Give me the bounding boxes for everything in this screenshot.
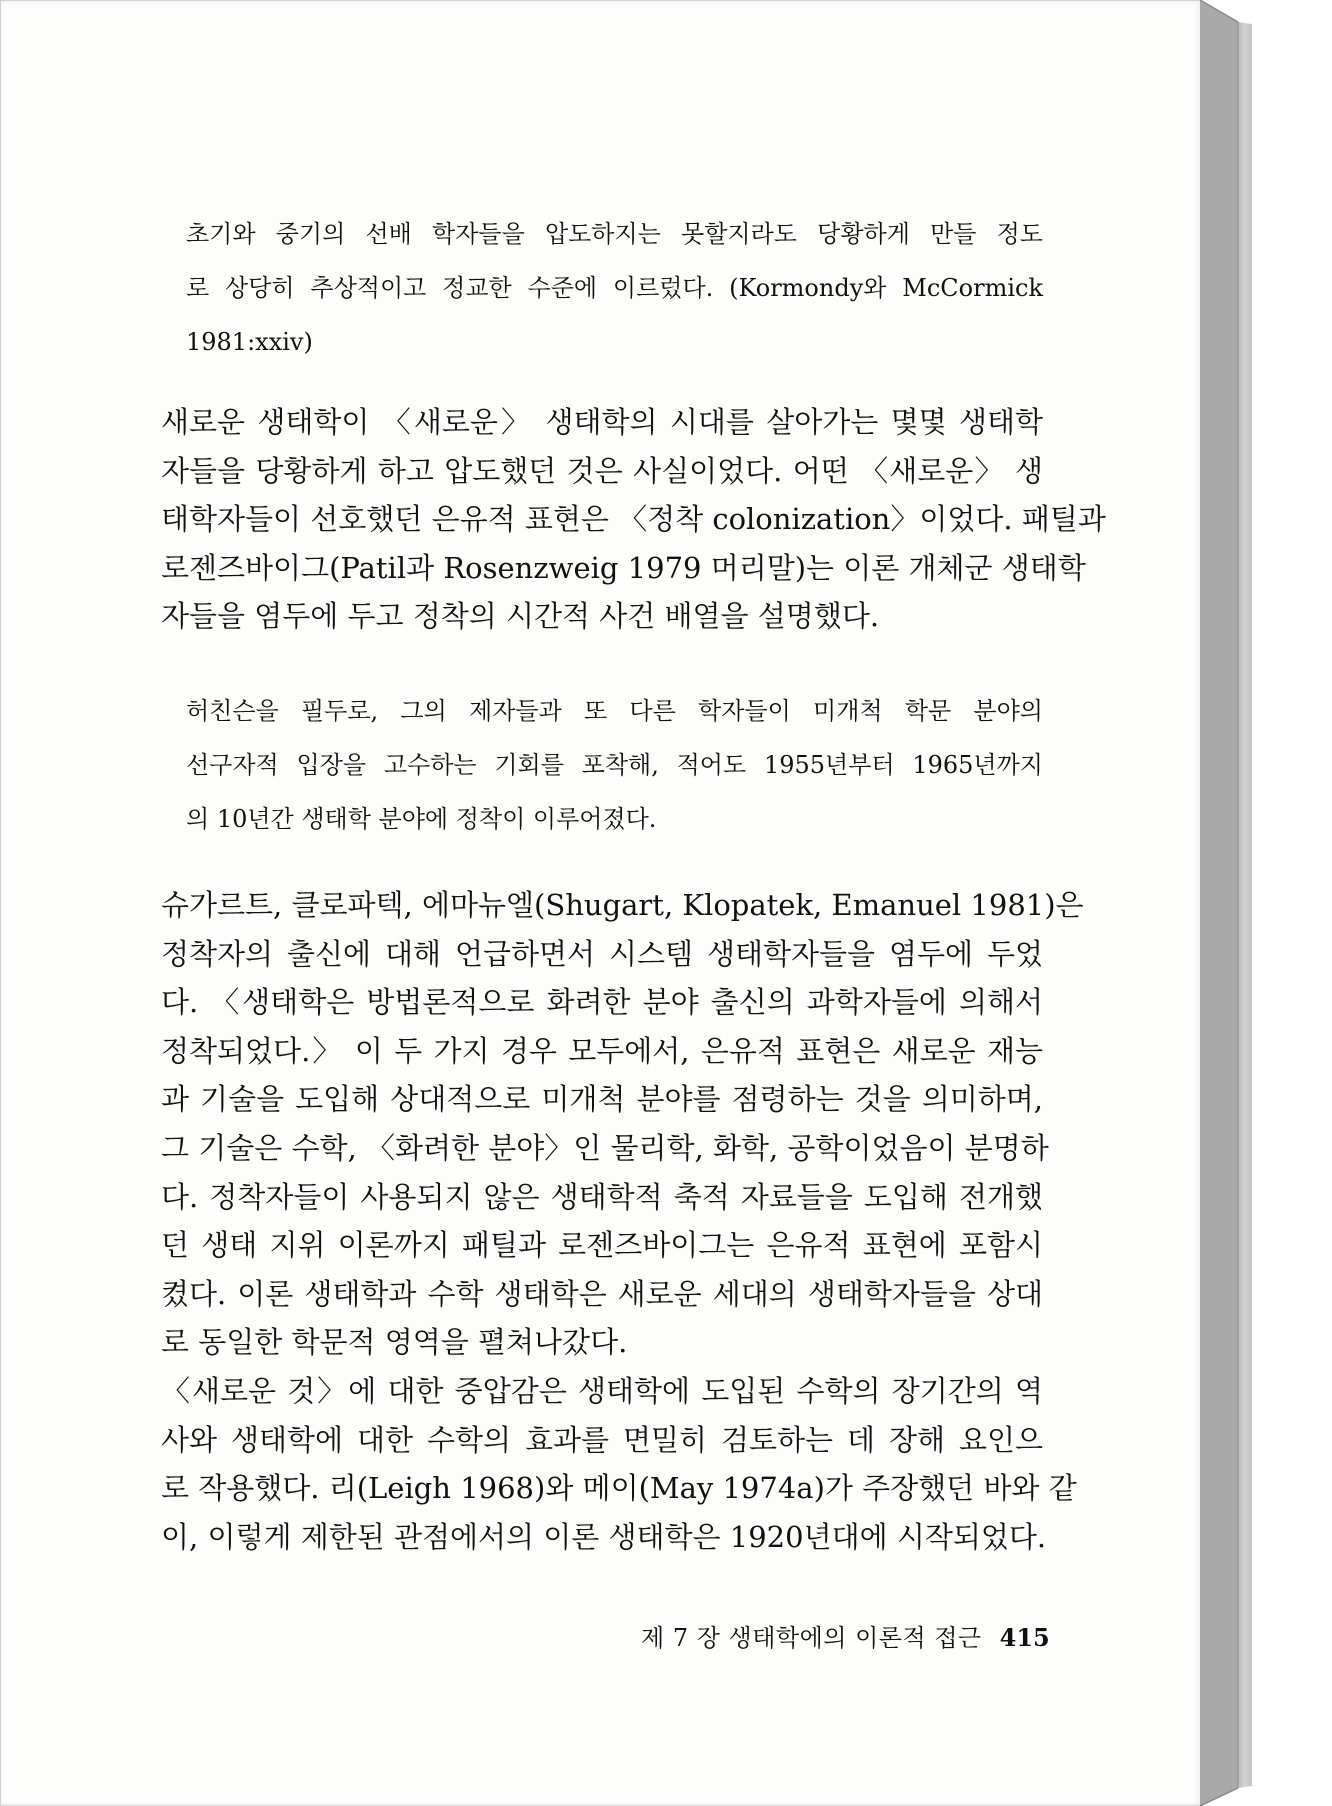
text-line: 태학자들이 선호했던 은유적 표현은 〈정착 colonization〉이었다. 패틸과: [161, 502, 1106, 537]
text-line: 자들을 염두에 두고 정착의 시간적 사건 배열을 설명했다.: [161, 599, 880, 634]
text-line: 로 동일한 학문적 영역을 펼쳐나갔다.: [161, 1325, 628, 1360]
text-line: 정착자의 출신에 대해 언급하면서 시스템 생태학자들을 염두에 두었: [161, 936, 1043, 971]
text-line: 자들을 당황하게 하고 압도했던 것은 사실이었다. 어떤 〈새로운〉 생: [161, 453, 1043, 488]
book-page-stack-edge: [1200, 0, 1332, 1806]
page-number: 415: [999, 1623, 1050, 1652]
paragraph-1: [161, 398, 1106, 641]
paragraph-3: [161, 1367, 1077, 1561]
text-line: 로젠즈바이그(Patil과 Rosenzweig 1979 머리말)는 이론 개체군 생태학: [161, 550, 1086, 585]
text-line: 새로운 생태학이 〈새로운〉 생태학의 시대를 살아가는 몇몇 생태학: [161, 405, 1043, 439]
text-line: 초기와 중기의 선배 학자들을 압도하지는 못할지라도 당황하게 만들 정도: [186, 220, 1043, 248]
text-line: 로 상당히 추상적이고 정교한 수준에 이르렀다. (Kormondy와 McCormick: [186, 274, 1043, 302]
text-line: 과 기술을 도입해 상대적으로 미개척 분야를 점령하는 것을 의미하며,: [161, 1082, 1043, 1117]
text-line: 켰다. 이론 생태학과 수학 생태학은 새로운 세대의 생태학자들을 상대: [161, 1276, 1043, 1311]
text-line: 로 작용했다. 리(Leigh 1968)와 메이(May 1974a)가 주장했던 바와 같: [161, 1471, 1077, 1506]
paragraph-2: [161, 881, 1084, 1367]
text-line: 〈새로운 것〉에 대한 중압감은 생태학에 도입된 수학의 장기간의 역: [161, 1374, 1043, 1408]
text-line: 사와 생태학에 대한 수학의 효과를 면밀히 검토하는 데 장해 요인으: [161, 1422, 1043, 1457]
chapter-title: 제 7 장 생태학에의 이론적 접근: [641, 1624, 982, 1652]
text-line: 정착되었다.〉 이 두 가지 경우 모두에서, 은유적 표현은 새로운 재능: [161, 1033, 1043, 1068]
page-footer: [641, 1618, 1050, 1658]
text-line: 던 생태 지위 이론까지 패틸과 로젠즈바이그는 은유적 표현에 포함시: [161, 1228, 1043, 1263]
text-line: 이, 이렇게 제한된 관점에서의 이론 생태학은 1920년대에 시작되었다.: [161, 1519, 1047, 1554]
text-line: 그 기술은 수학, 〈화려한 분야〉인 물리학, 화학, 공학이었음이 분명하: [161, 1130, 1049, 1165]
block-quote-2: [186, 684, 1043, 846]
text-line: 의 10년간 생태학 분야에 정착이 이루어졌다.: [186, 805, 657, 833]
block-quote-1: [186, 207, 1043, 369]
text-line: 다. 〈생태학은 방법론적으로 화려한 분야 출신의 과학자들에 의해서: [161, 985, 1043, 1020]
text-line: 슈가르트, 클로파텍, 에마뉴엘(Shugart, Klopatek, Emanuel 1981)은: [161, 888, 1084, 922]
text-line: 1981:xxiv): [186, 328, 313, 356]
text-line: 허친슨을 필두로, 그의 제자들과 또 다른 학자들이 미개척 학문 분야의: [186, 697, 1043, 725]
text-line: 다. 정착자들이 사용되지 않은 생태학적 축적 자료들을 도입해 전개했: [161, 1179, 1043, 1214]
text-line: 선구자적 입장을 고수하는 기회를 포착해, 적어도 1955년부터 1965년까지: [186, 751, 1043, 779]
